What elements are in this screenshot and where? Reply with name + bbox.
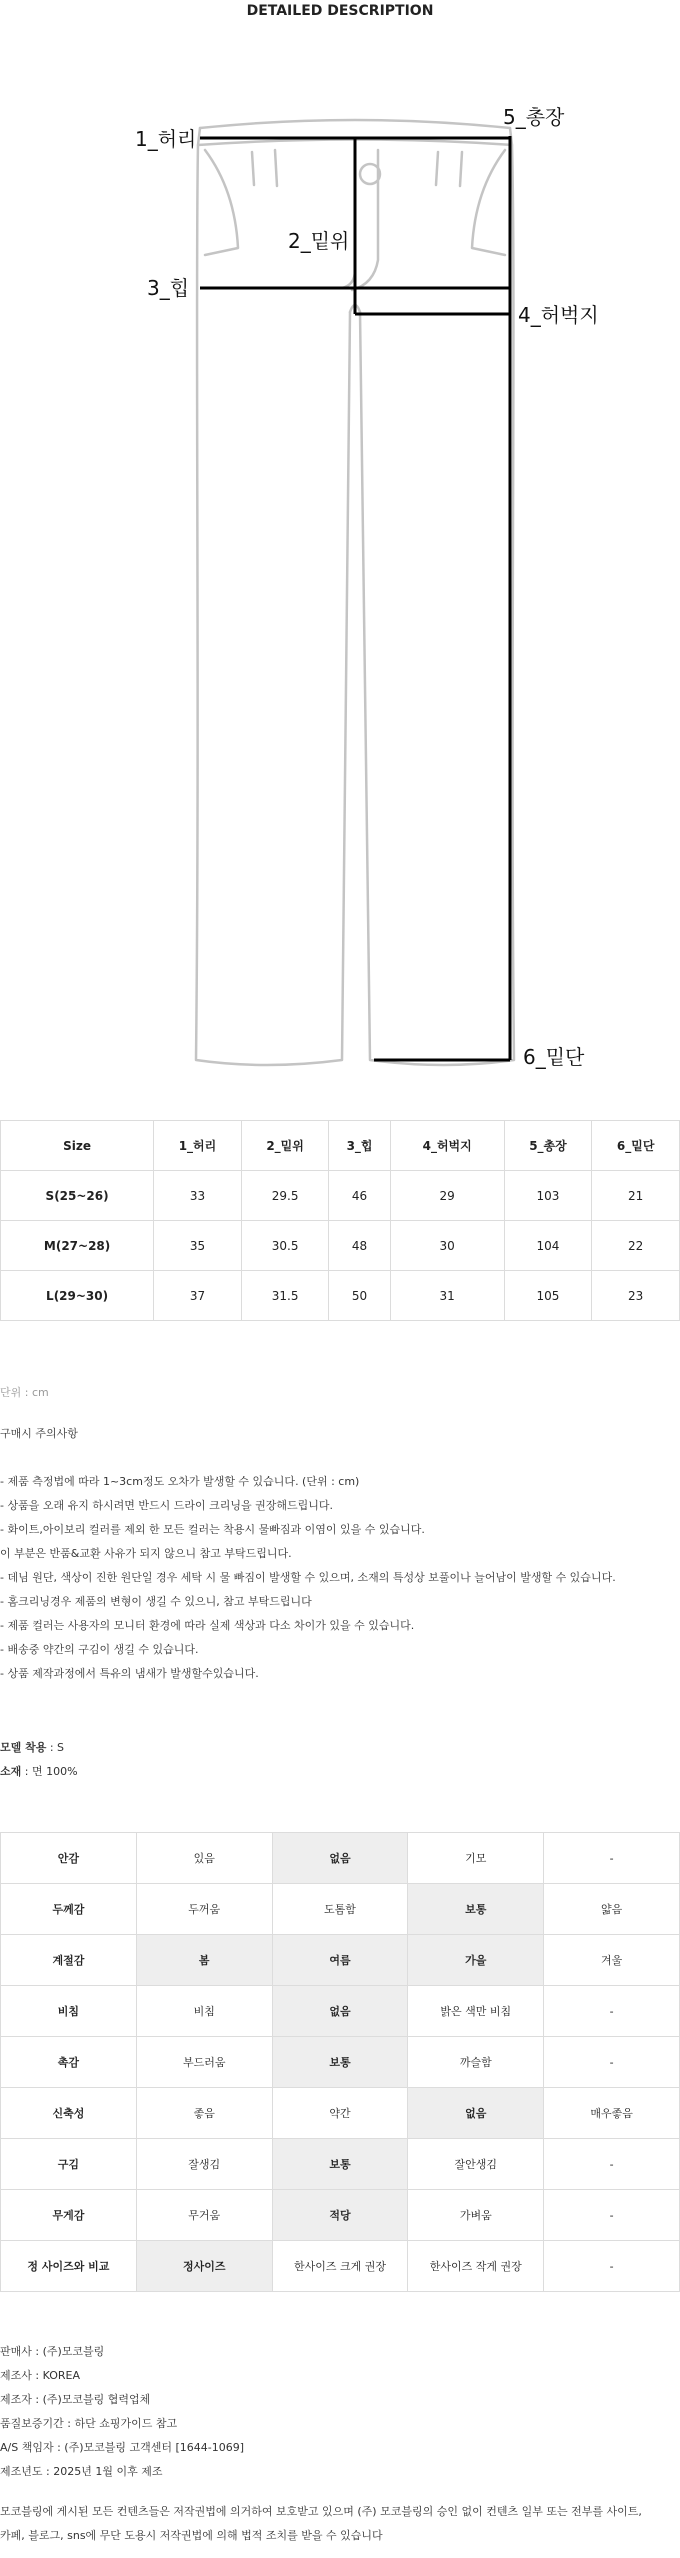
feel-option-cell: 한사이즈 크게 권장: [272, 2241, 408, 2292]
feel-option-cell: 부드러움: [136, 2037, 272, 2088]
label-waist: 1_허리: [135, 127, 197, 151]
feel-option-cell: 도톰함: [272, 1884, 408, 1935]
table-row: [1, 1935, 680, 1986]
feel-option-cell: 있음: [136, 1833, 272, 1884]
size-cell: 31.5: [241, 1271, 329, 1321]
copyright-notice: [0, 2500, 680, 2548]
feel-option-cell: 잘생김: [136, 2139, 272, 2190]
label-length: 5_총장: [503, 105, 565, 129]
note-item: 이 부분은 반품&교환 사유가 되지 않으니 참고 부탁드립니다.: [0, 1547, 292, 1560]
note-item: - 홈크리닝경우 제품의 변형이 생길 수 있으니, 참고 부탁드립니다: [0, 1595, 312, 1608]
section-title: DETAILED DESCRIPTION: [246, 3, 434, 19]
label-hip: 3_힙: [147, 276, 190, 300]
table-row: [1, 2037, 680, 2088]
table-row: [1, 1986, 680, 2037]
notes-heading: 구매시 주의사항: [0, 1427, 78, 1440]
size-cell: 104: [504, 1221, 592, 1271]
header-cell: Size: [1, 1121, 154, 1171]
size-cell: 21: [592, 1171, 680, 1221]
table-row: [1, 1884, 680, 1935]
table-row: [1, 2241, 680, 2292]
size-cell: 30.5: [241, 1221, 329, 1271]
note-item: - 화이트,아이보리 컬러를 제외 한 모든 컬러는 착용시 물빠짐과 이염이 있을 수 있습니다.: [0, 1523, 425, 1536]
feel-option-cell: 보통: [272, 2037, 408, 2088]
info-line: A/S 책임자 : (주)모코블링 고객센터 [1644-1069]: [0, 2441, 245, 2454]
size-cell: 48: [329, 1221, 390, 1271]
table-row: [1, 1221, 680, 1271]
note-item: - 제품 컬러는 사용자의 모니터 환경에 따라 실제 색상과 다소 차이가 있을 수 있습니다.: [0, 1619, 415, 1632]
fabric-feel-table: [0, 1832, 680, 2292]
feel-option-cell: 겨울: [544, 1935, 680, 1986]
feel-option-cell: 얇음: [544, 1884, 680, 1935]
size-cell: 105: [504, 1271, 592, 1321]
table-row: [1, 2139, 680, 2190]
note-item: - 상품을 오래 유지 하시려면 반드시 드라이 크리닝을 권장해드립니다.: [0, 1499, 333, 1512]
header-cell: 6_밑단: [592, 1121, 680, 1171]
model-info: [0, 1736, 78, 1784]
size-cell: 29.5: [241, 1171, 329, 1221]
size-cell: M(27~28): [1, 1221, 154, 1271]
feel-option-cell: 비침: [136, 1986, 272, 2037]
feel-option-cell: 여름: [272, 1935, 408, 1986]
feel-row-label: 신축성: [1, 2088, 137, 2139]
size-cell: 30: [390, 1221, 504, 1271]
feel-option-cell: 보통: [272, 2139, 408, 2190]
feel-row-label: 정 사이즈와 비교: [1, 2241, 137, 2292]
measure-lines: [200, 136, 510, 1060]
feel-option-cell: 없음: [272, 1833, 408, 1884]
table-row: [1, 1171, 680, 1221]
feel-row-label: 두께감: [1, 1884, 137, 1935]
feel-option-cell: -: [544, 1833, 680, 1884]
label-hem: 6_밑단: [523, 1045, 585, 1069]
size-cell: L(29~30): [1, 1271, 154, 1321]
size-cell: 46: [329, 1171, 390, 1221]
feel-option-cell: 적당: [272, 2190, 408, 2241]
note-item: - 배송중 약간의 구김이 생길 수 있습니다.: [0, 1643, 199, 1656]
size-table-header: [1, 1121, 680, 1171]
material-value: : 면 100%: [21, 1765, 78, 1778]
table-row: [1, 1833, 680, 1884]
feel-option-cell: 기모: [408, 1833, 544, 1884]
product-info: [0, 2340, 244, 2484]
size-cell: 33: [154, 1171, 242, 1221]
feel-row-label: 무게감: [1, 2190, 137, 2241]
size-cell: 22: [592, 1221, 680, 1271]
feel-option-cell: 잘안생김: [408, 2139, 544, 2190]
feel-row-label: 구김: [1, 2139, 137, 2190]
copyright-line: 카페, 블로그, sns에 무단 도용시 저작권법에 의해 법적 조치를 받을 수 있습니다: [0, 2529, 383, 2542]
feel-option-cell: -: [544, 2139, 680, 2190]
pants-measurement-diagram: [0, 0, 680, 1110]
size-table: [0, 1120, 680, 1321]
table-row: [1, 2190, 680, 2241]
material: [0, 1760, 78, 1784]
feel-option-cell: 두꺼움: [136, 1884, 272, 1935]
header-cell: 2_밑위: [241, 1121, 329, 1171]
feel-option-cell: 무거움: [136, 2190, 272, 2241]
material-label: 소재: [0, 1765, 22, 1778]
label-rise: 2_밑위: [288, 229, 350, 253]
feel-row-label: 비침: [1, 1986, 137, 2037]
feel-option-cell: -: [544, 2241, 680, 2292]
info-line: 품질보증기간 : 하단 쇼핑가이드 참고: [0, 2417, 178, 2430]
feel-row-label: 계절감: [1, 1935, 137, 1986]
feel-row-label: 촉감: [1, 2037, 137, 2088]
feel-option-cell: -: [544, 2190, 680, 2241]
note-item: - 상품 제작과정에서 특유의 냄새가 발생할수있습니다.: [0, 1667, 259, 1680]
feel-option-cell: 없음: [408, 2088, 544, 2139]
info-line: 제조사 : KOREA: [0, 2369, 80, 2382]
info-line: 제조년도 : 2025년 1월 이후 제조: [0, 2465, 163, 2478]
size-cell: 35: [154, 1221, 242, 1271]
purchase-notes: [0, 1422, 616, 1686]
note-item: - 데님 원단, 색상이 진한 원단일 경우 세탁 시 물 빠짐이 발생할 수 있으며, 소재의 특성상 보풀이나 늘어남이 발생할 수 있습니다.: [0, 1571, 616, 1584]
size-cell: 31: [390, 1271, 504, 1321]
info-line: 판매사 : (주)모코블링: [0, 2345, 105, 2358]
feel-option-cell: 가벼움: [408, 2190, 544, 2241]
feel-option-cell: -: [544, 2037, 680, 2088]
feel-option-cell: 약간: [272, 2088, 408, 2139]
feel-option-cell: 봄: [136, 1935, 272, 1986]
feel-option-cell: -: [544, 1986, 680, 2037]
feel-option-cell: 매우좋음: [544, 2088, 680, 2139]
size-cell: 103: [504, 1171, 592, 1221]
table-row: [1, 2088, 680, 2139]
feel-option-cell: 보통: [408, 1884, 544, 1935]
model-size-value: : S: [46, 1741, 65, 1754]
header-cell: 5_총장: [504, 1121, 592, 1171]
model-size-label: 모델 착용: [0, 1741, 47, 1754]
feel-option-cell: 한사이즈 작게 권장: [408, 2241, 544, 2292]
feel-option-cell: 없음: [272, 1986, 408, 2037]
feel-row-label: 안감: [1, 1833, 137, 1884]
header-cell: 4_허벅지: [390, 1121, 504, 1171]
copyright-line: 모코블링에 게시된 모든 컨텐츠들은 저작권법에 의거하여 보호받고 있으며 (주) 모코블링의 승인 없이 컨텐츠 일부 또는 전부를 사이트,: [0, 2505, 642, 2518]
feel-option-cell: 밝은 색만 비침: [408, 1986, 544, 2037]
feel-option-cell: 까슬함: [408, 2037, 544, 2088]
size-cell: 29: [390, 1171, 504, 1221]
size-cell: S(25~26): [1, 1171, 154, 1221]
unit-note: 단위 : cm: [0, 1386, 49, 1399]
size-cell: 23: [592, 1271, 680, 1321]
label-thigh: 4_허벅지: [518, 303, 599, 327]
header-cell: 3_힙: [329, 1121, 390, 1171]
feel-option-cell: 정사이즈: [136, 2241, 272, 2292]
size-cell: 37: [154, 1271, 242, 1321]
size-cell: 50: [329, 1271, 390, 1321]
table-row: [1, 1271, 680, 1321]
info-line: 제조자 : (주)모코블링 협력업체: [0, 2393, 151, 2406]
header-cell: 1_허리: [154, 1121, 242, 1171]
note-item: - 제품 측정법에 따라 1~3cm정도 오차가 발생할 수 있습니다. (단위 : cm): [0, 1475, 360, 1488]
model-size: [0, 1736, 78, 1760]
feel-option-cell: 좋음: [136, 2088, 272, 2139]
feel-option-cell: 가을: [408, 1935, 544, 1986]
